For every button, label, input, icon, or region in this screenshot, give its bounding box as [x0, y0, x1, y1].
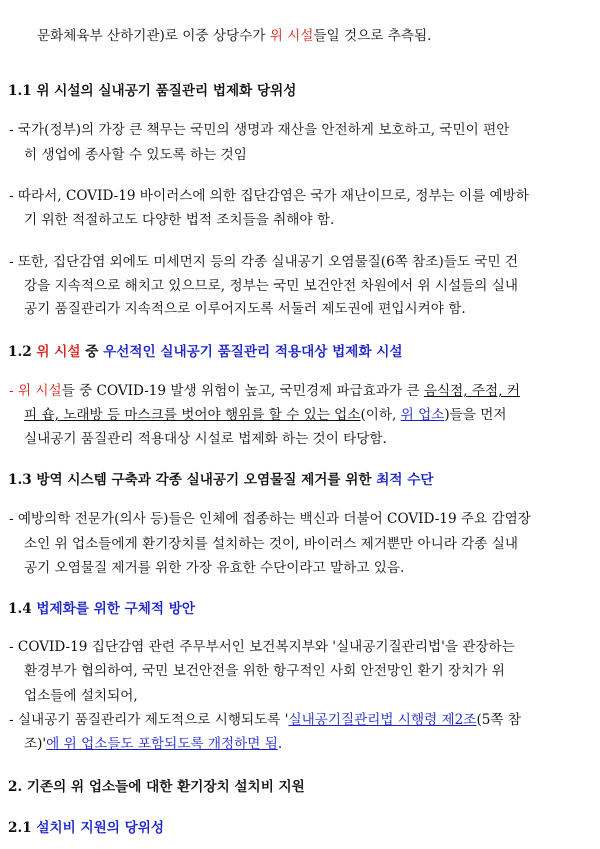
section-2-1-heading: [8, 818, 164, 838]
s12-heading-mid: 중: [80, 344, 104, 360]
s12-heading-red: 위 시설: [36, 344, 81, 360]
intro-text-1: 문화체육부 산하기관)로 이중 상당수가: [37, 28, 270, 44]
s14-bullet-1-line-3: 업소들에 설치되어,: [24, 688, 138, 704]
s12-heading-blue: 우선적인 실내공기 품질관리 적용대상 법제화 시설: [103, 344, 403, 360]
s13-line-1: - 예방의학 전문가(의사 등)들은 인체에 접종하는 백신과 더불어 COVID-19 주요 감염장: [9, 511, 531, 527]
s12-heading-prefix: 1.2: [8, 344, 37, 360]
section-1-4-heading: [8, 599, 195, 619]
section-1-3-heading: [8, 470, 434, 490]
intro-line: [37, 26, 431, 46]
s14-bullet-1-line-1: - COVID-19 집단감염 관련 주무부서인 보건복지부와 '실내공기질관리법'을 관장하는: [9, 639, 515, 655]
s11-bullet-3-line-2: 강을 지속적으로 해치고 있으므로, 정부는 국민 보건안전 차원에서 위 시설들의 실내: [24, 278, 519, 294]
s14-b2-text-2: (5쪽 참: [476, 712, 521, 728]
s13-line-3: 공기 오염물질 제거를 위한 가장 유효한 수단이라고 말하고 있음.: [24, 560, 405, 576]
s14-b2-blue-2: 에 위 업소들도 포함되도록 개정하면 됨: [46, 736, 278, 752]
s12-line-1-text: 들 중 COVID-19 발생 위험이 높고, 국민경제 파급효과가 큰: [61, 383, 424, 399]
s13-heading-prefix: 1.3 방역 시스템 구축과 각종 실내공기 오염물질 제거를 위한: [8, 472, 377, 488]
s14-b2-text-4: .: [277, 736, 283, 752]
section-1-2-heading: [8, 342, 403, 362]
s12-line-1-underlined: 음식점, 주점, 커: [423, 383, 520, 399]
intro-text-2: 들일 것으로 추측됨.: [313, 28, 432, 44]
s11-bullet-3-line-1: - 또한, 집단감염 외에도 미세먼지 등의 각종 실내공기 오염물질(6쪽 참조)들도 국민 건: [9, 254, 519, 270]
s13-heading-blue: 최적 수단: [376, 472, 434, 488]
s11-bullet-2-line-2: 기 위한 적절하고도 다양한 법적 조치들을 취해야 함.: [24, 212, 335, 228]
s12-line-2-underlined: 피 숍, 노래방 등 마스크를 벗어야 행위를 할 수 있는 업소: [24, 407, 361, 423]
intro-highlight: 위 시설: [269, 28, 314, 44]
section-2-heading: 2. 기존의 위 업소들에 대한 환기장치 설치비 지원: [8, 779, 305, 795]
s21-heading-prefix: 2.1: [8, 820, 37, 836]
s12-line-1-red: 위 시설: [17, 383, 62, 399]
section-1-1-heading: 1.1 위 시설의 실내공기 품질관리 법제화 당위성: [8, 83, 297, 99]
s21-heading-blue: 설치비 지원의 당위성: [36, 820, 165, 836]
s12-line-1-dash: -: [9, 383, 18, 399]
s14-heading-prefix: 1.4: [8, 601, 37, 617]
s11-bullet-1-line-1: - 국가(정부)의 가장 큰 책무는 국민의 생명과 재산을 안전하게 보호하고, 국민이 편안: [9, 122, 510, 138]
s12-line-2-blue: 위 업소: [400, 407, 445, 423]
s12-line-1: [9, 381, 520, 401]
s14-bullet-1-line-2: 환경부가 협의하여, 국민 보건안전을 위한 항구적인 사회 안전망인 환기 장치가 위: [24, 663, 505, 679]
s11-bullet-2-line-1: - 따라서, COVID-19 바이러스에 의한 집단감염은 국가 재난이므로, 정부는 이를 예방하: [9, 188, 529, 204]
s14-bullet-2-line-1: [9, 710, 521, 730]
s12-line-2-text-2: )들을 먼저: [444, 407, 507, 423]
s12-line-2-text-1: (이하,: [360, 407, 401, 423]
s14-b2-text-1: - 실내공기 품질관리가 제도적으로 시행되도록 ': [9, 712, 289, 728]
s14-bullet-2-line-2: [24, 734, 282, 754]
s14-heading-blue: 법제화를 위한 구체적 방안: [36, 601, 196, 617]
s13-line-2: 소인 위 업소들에게 환기장치를 설치하는 것이, 바이러스 제거뿐만 아니라 각종 실내: [24, 536, 519, 552]
s14-b2-text-3: 조)': [24, 736, 47, 752]
s12-line-2: [24, 405, 507, 425]
s12-line-3: 실내공기 품질관리 적용대상 시설로 법제화 하는 것이 타당함.: [24, 431, 387, 447]
s11-bullet-1-line-2: 히 생업에 종사할 수 있도록 하는 것임: [24, 147, 247, 163]
s14-b2-blue-1: 실내공기질관리법 시행령 제2조: [288, 712, 477, 728]
s11-bullet-3-line-3: 공기 품질관리가 지속적으로 이루어지도록 서둘러 제도권에 편입시켜야 함.: [24, 301, 466, 317]
